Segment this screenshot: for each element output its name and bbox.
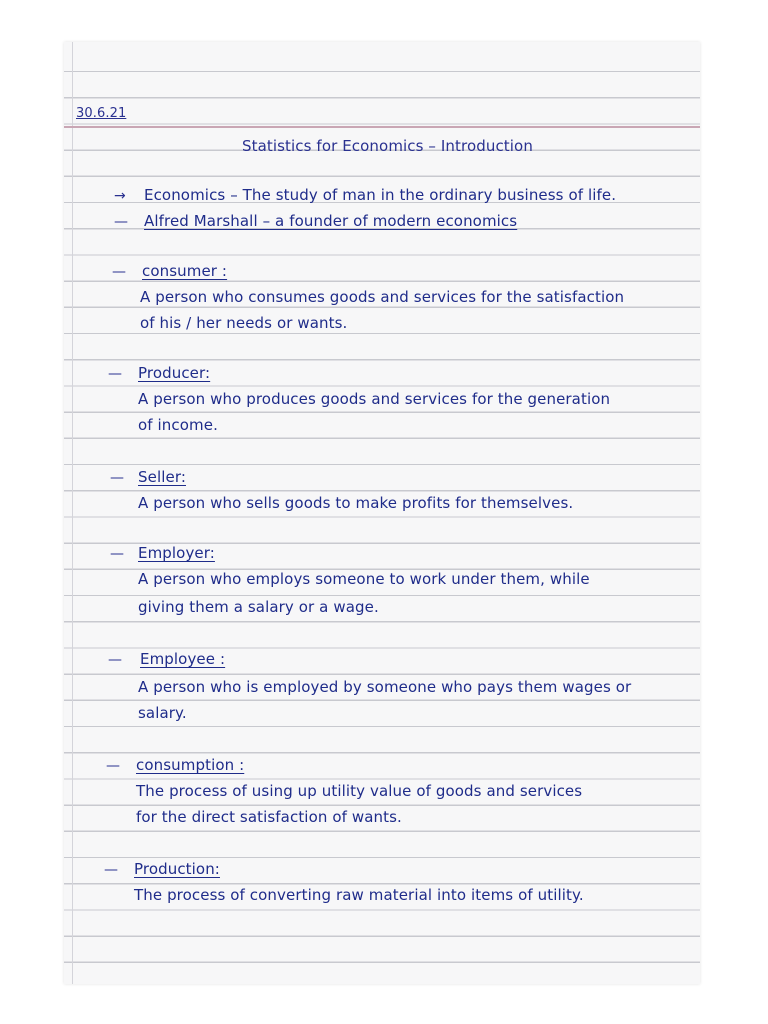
notebook-page	[64, 42, 700, 984]
dash-bullet: —	[110, 546, 125, 562]
header-rule	[64, 126, 700, 128]
entry-line: salary.	[138, 704, 187, 722]
entry-line: of income.	[138, 416, 218, 434]
entry-heading: consumption :	[136, 756, 245, 774]
entry-heading: Employee :	[140, 650, 226, 668]
dash-bullet: —	[112, 264, 127, 280]
dash-bullet: —	[110, 470, 125, 486]
marshall-note: Alfred Marshall – a founder of modern economics	[144, 212, 518, 230]
entry-line: A person who produces goods and services for the generation	[138, 390, 611, 408]
note-date: 30.6.21	[76, 106, 127, 121]
entry-heading: Production:	[134, 860, 220, 878]
entry-line: A person who sells goods to make profits for themselves.	[138, 494, 574, 512]
entry-heading: Employer:	[138, 544, 215, 562]
entry-heading: Producer:	[138, 364, 211, 382]
entry-line: A person who is employed by someone who pays them wages or	[138, 678, 632, 696]
entry-heading: Seller:	[138, 468, 186, 486]
dash-bullet: —	[108, 366, 123, 382]
page-margin-line	[72, 42, 73, 984]
entry-line: A person who employs someone to work under them, while	[138, 570, 590, 588]
entry-line: giving them a salary or a wage.	[138, 598, 379, 616]
note-title: Statistics for Economics – Introduction	[242, 137, 533, 155]
entry-line: for the direct satisfaction of wants.	[136, 808, 402, 826]
entry-line: The process of converting raw material into items of utility.	[134, 886, 584, 904]
dash-bullet: —	[106, 758, 121, 774]
dash-bullet: —	[104, 862, 119, 878]
entry-line: of his / her needs or wants.	[140, 314, 348, 332]
arrow-bullet: →	[114, 188, 126, 204]
dash-bullet: —	[114, 214, 129, 230]
dash-bullet: —	[108, 652, 123, 668]
entry-heading: consumer :	[142, 262, 228, 280]
entry-line: A person who consumes goods and services for the satisfaction	[140, 288, 625, 306]
entry-line: The process of using up utility value of goods and services	[136, 782, 583, 800]
economics-definition: Economics – The study of man in the ordinary business of life.	[144, 186, 617, 204]
